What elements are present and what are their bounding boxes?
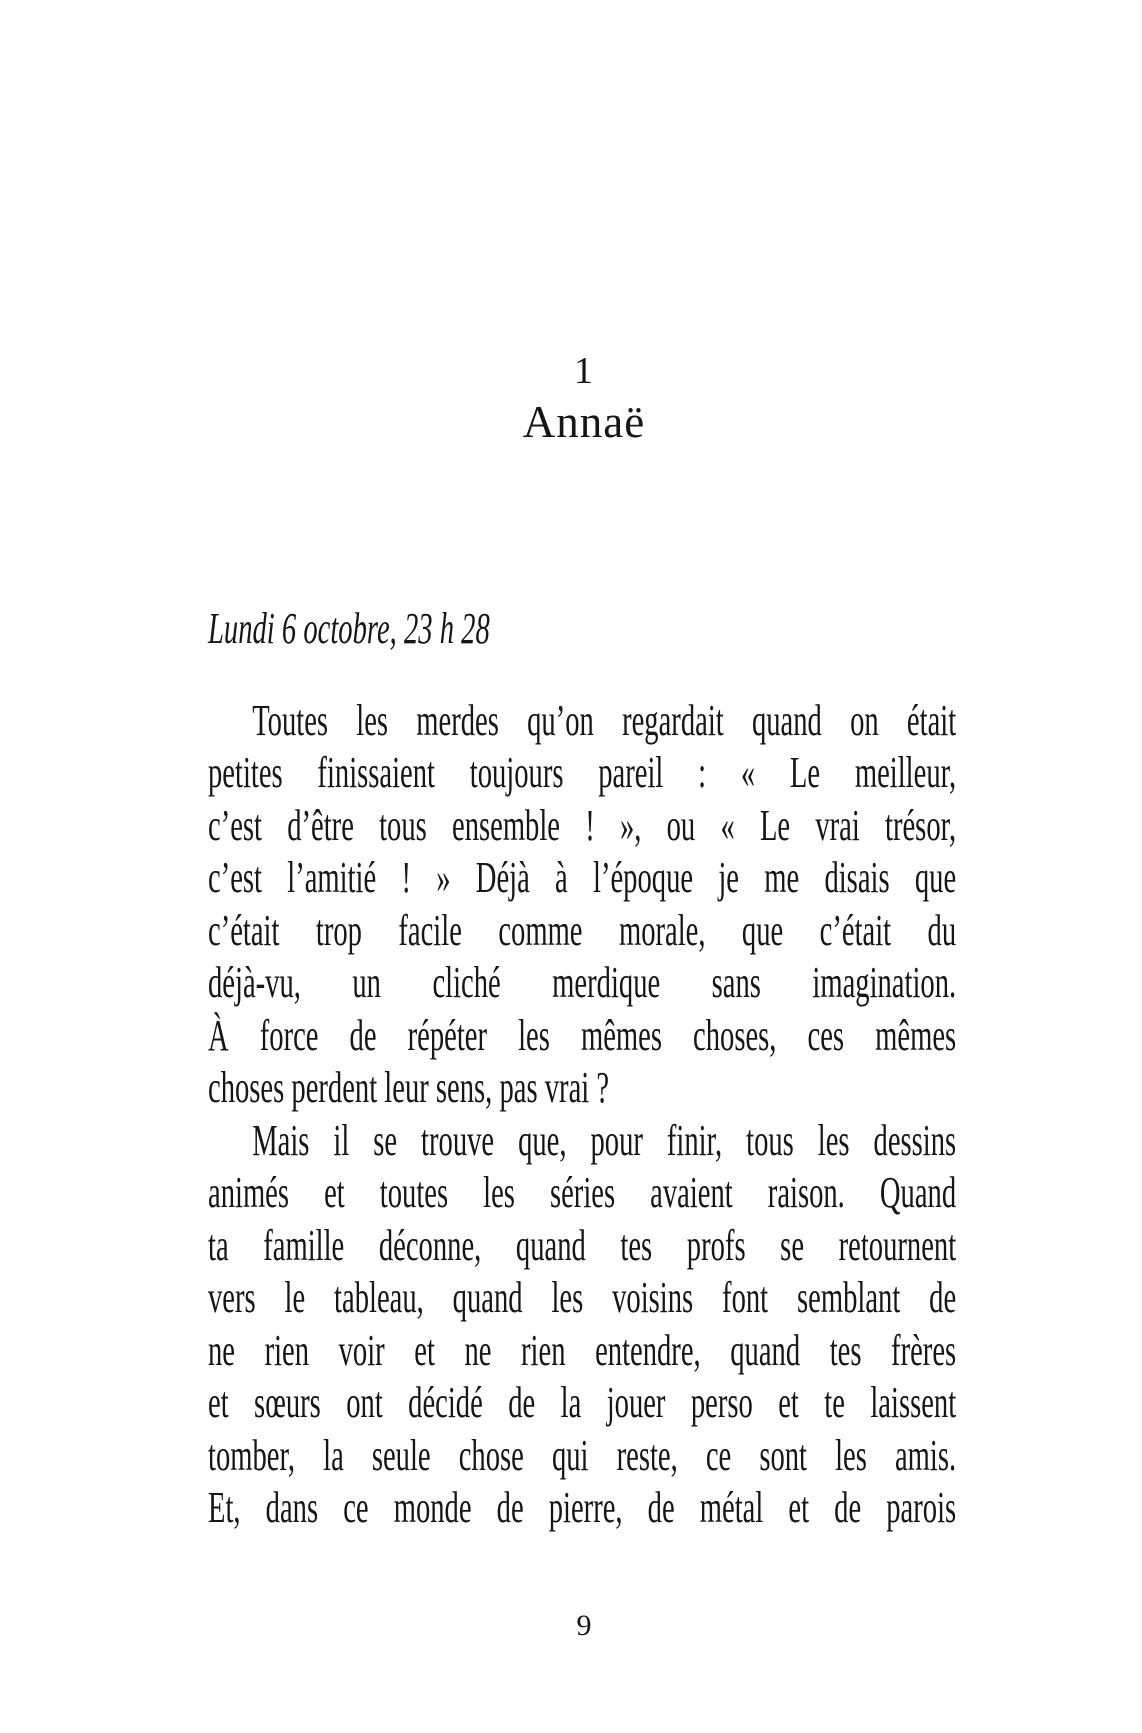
text-line: déjà-vu, un cliché merdique sans imagination. [208,958,957,1007]
text-line: ne rien voir et ne rien entendre, quand tes frères [208,1325,957,1375]
text-line: Toutes les merdes qu’on regardait quand on était [252,695,957,745]
dateline: Lundi 6 octobre, 23 h 28 [208,604,490,653]
text-line: À force de répéter les mêmes choses, ces mêmes [208,1010,957,1060]
text-line: c’est d’être tous ensemble ! », ou « Le vrai trésor, [208,800,957,850]
text-line: Et, dans ce monde de pierre, de métal et de parois [208,1483,957,1532]
text-line: ta famille déconne, quand tes profs se retournent [208,1220,957,1270]
chapter-title: Annaë [522,397,646,447]
text-line: Mais il se trouve que, pour finir, tous les dessins [252,1115,957,1165]
text-line: c’est l’amitié ! » Déjà à l’époque je me disais que [208,853,957,902]
text-line: choses perdent leur sens, pas vrai ? [208,1063,610,1112]
text-line: c’était trop facile comme morale, que c’était du [208,905,957,955]
page-number: 9 [576,1609,592,1642]
text-line: vers le tableau, quand les voisins font semblant de [208,1273,957,1322]
text-line: tomber, la seule chose qui reste, ce sont les amis. [208,1430,957,1480]
chapter-number: 1 [574,350,594,392]
paragraph-1 [208,695,956,1115]
text-line: et sœurs ont décidé de la jouer perso et te laissent [208,1378,957,1427]
paragraphs [208,695,956,1535]
paragraph-2 [208,1115,956,1535]
text-line: petites finissaient toujours pareil : « Le meilleur, [208,748,957,797]
text-block [208,603,956,1535]
text-line: animés et toutes les séries avaient raison. Quand [208,1168,957,1217]
